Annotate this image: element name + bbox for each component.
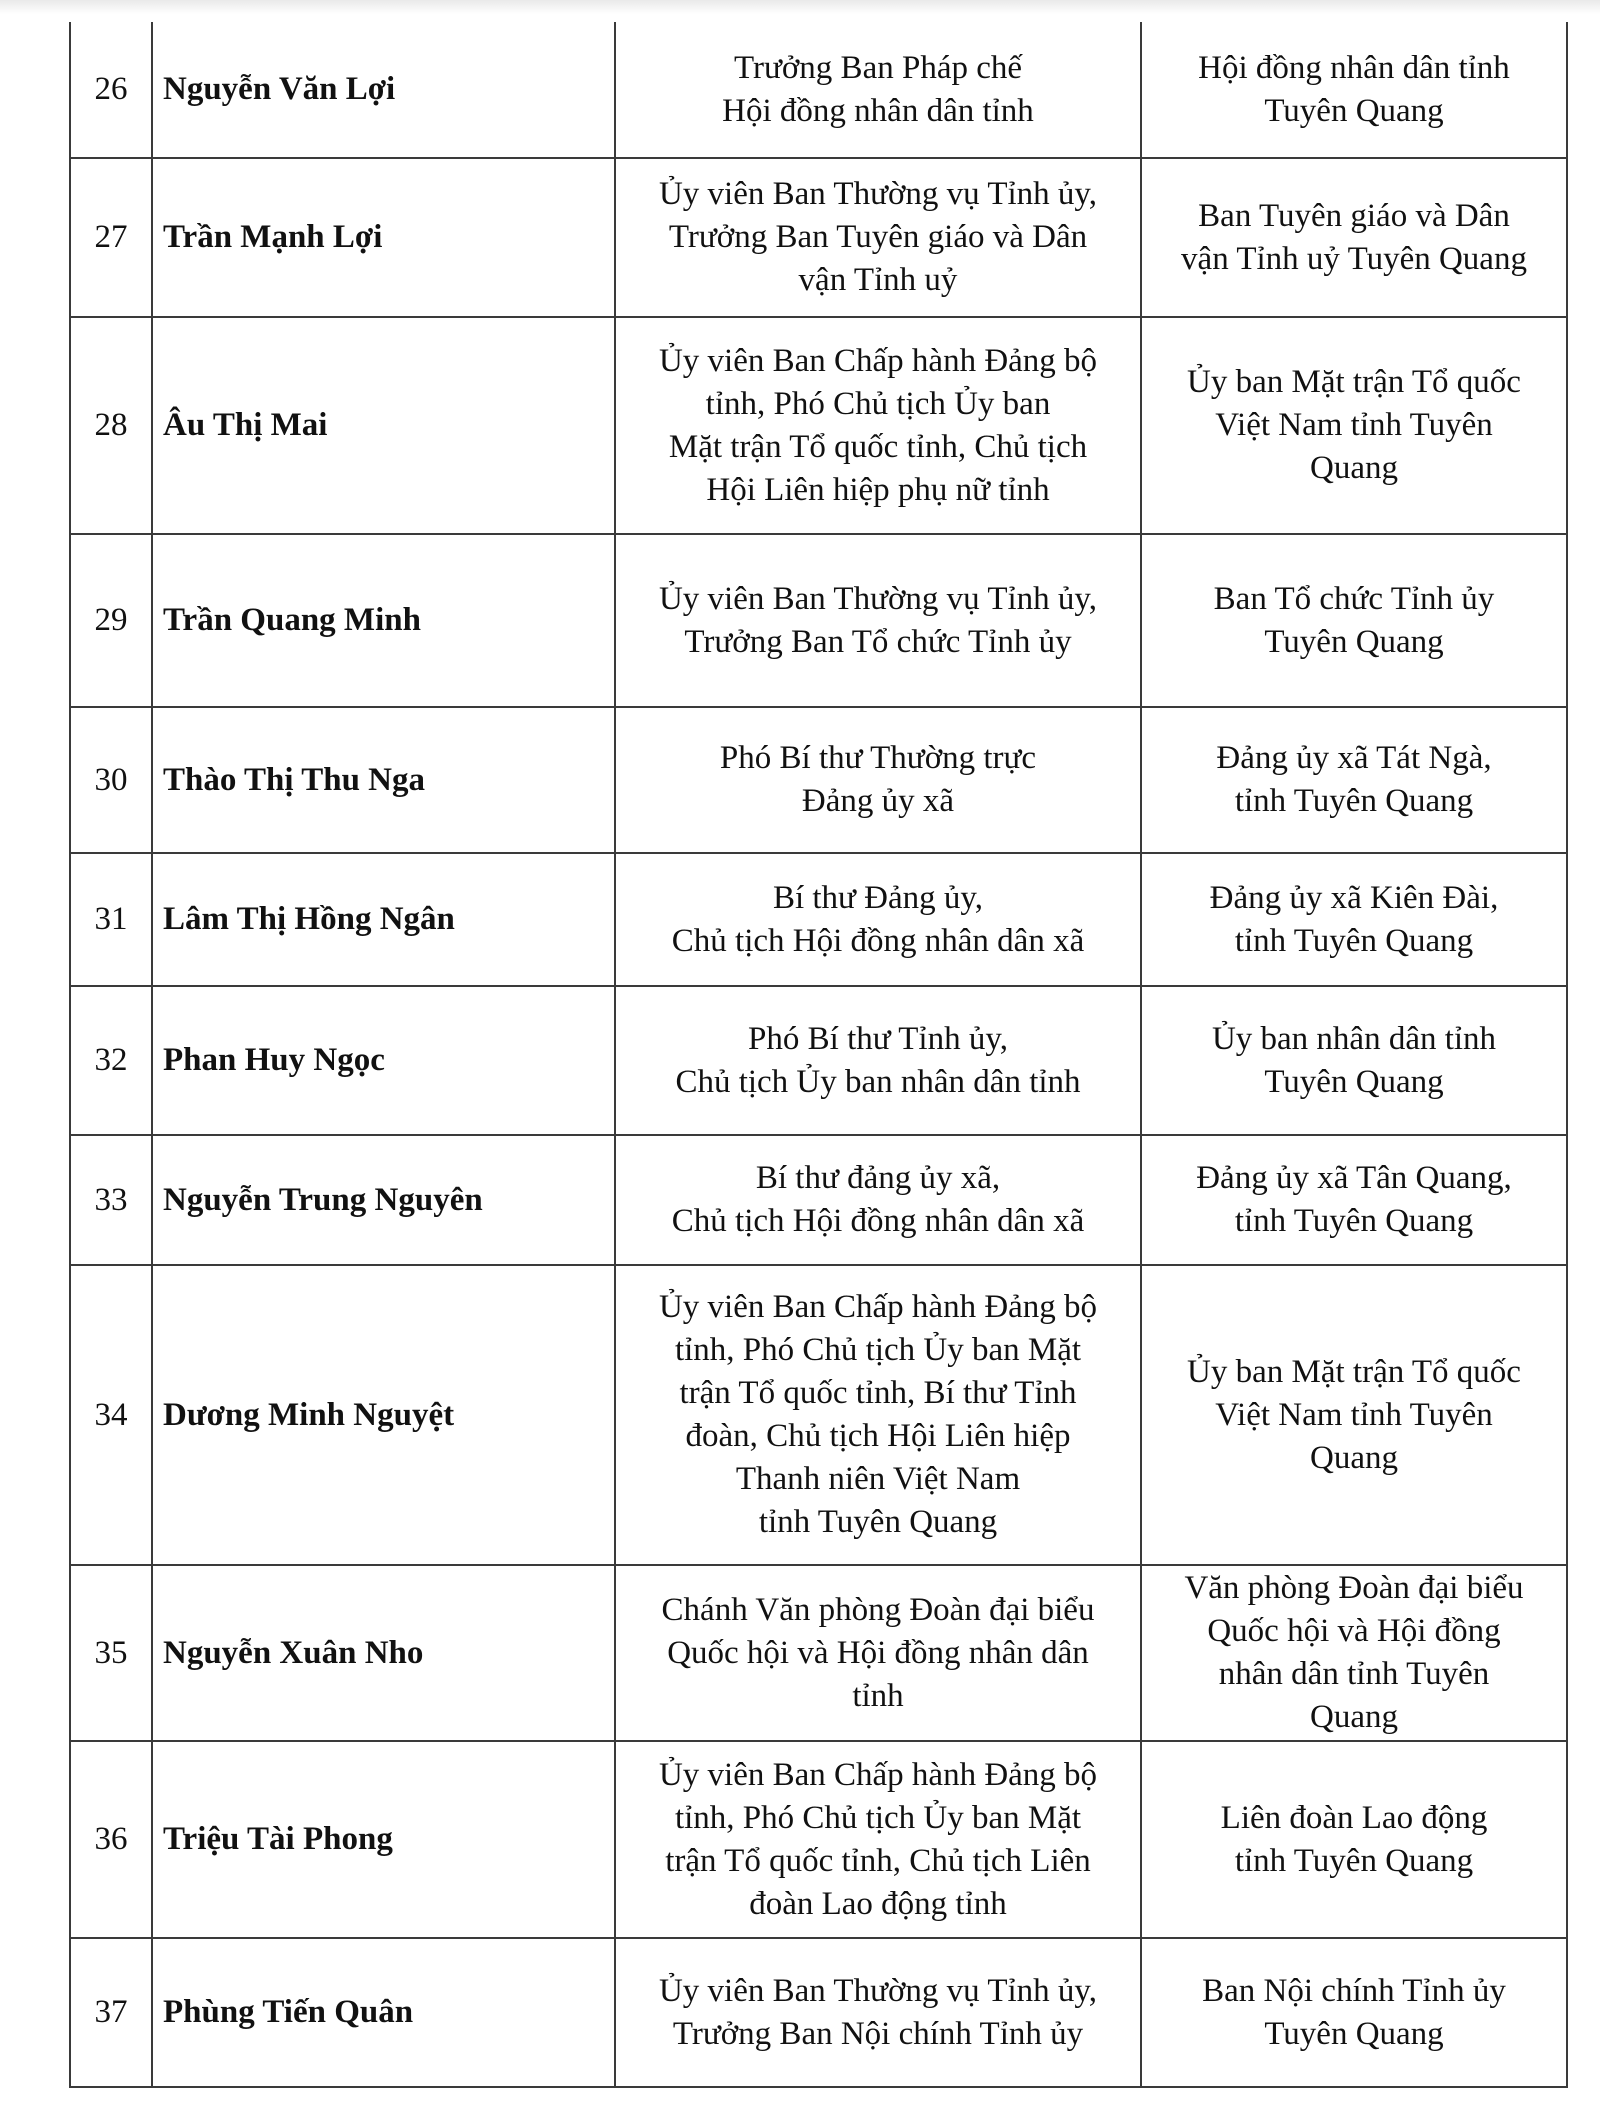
organization-line: Quang (1310, 450, 1398, 486)
row-number: 33 (70, 1135, 152, 1265)
position-cell (615, 1265, 1141, 1565)
row-number: 27 (70, 158, 152, 317)
table-row (70, 853, 1567, 986)
organization-line: Quang (1310, 1439, 1398, 1476)
position-line: tỉnh, Phó Chủ tịch Ủy ban (705, 385, 1051, 422)
table-row (70, 986, 1567, 1135)
organization-line: vận Tỉnh uỷ Tuyên Quang (1181, 240, 1527, 277)
row-number: 29 (70, 534, 152, 707)
candidate-name: Dương Minh Nguyệt (152, 1265, 615, 1565)
row-number: 32 (70, 986, 152, 1135)
position-line: Ủy viên Ban Chấp hành Đảng bộ (658, 1289, 1098, 1325)
organization-cell (1141, 853, 1567, 986)
organization-line: nhân dân tỉnh Tuyên (1218, 1656, 1490, 1692)
table-row (70, 317, 1567, 534)
position-line: Trưởng Ban Tổ chức Tỉnh ủy (684, 623, 1072, 660)
position-line: Mặt trận Tổ quốc tỉnh, Chủ tịch (668, 428, 1088, 465)
organization-line: Hội đồng nhân dân tỉnh (1198, 49, 1510, 86)
position-line: Ủy viên Ban Chấp hành Đảng bộ (658, 342, 1098, 379)
candidate-name: Lâm Thị Hồng Ngân (152, 853, 615, 986)
row-number: 31 (70, 853, 152, 986)
table-row (70, 1565, 1567, 1741)
table-row (70, 22, 1567, 158)
candidate-table-body (70, 22, 1567, 2087)
position-line: trận Tổ quốc tỉnh, Chủ tịch Liên (665, 1842, 1091, 1879)
organization-cell (1141, 22, 1567, 158)
organization-line: Đảng ủy xã Tát Ngà, (1216, 740, 1492, 776)
position-cell (615, 317, 1141, 534)
candidate-name: Phan Huy Ngọc (152, 986, 615, 1135)
position-line: Chủ tịch Ủy ban nhân dân tỉnh (675, 1063, 1081, 1100)
table-row (70, 534, 1567, 707)
position-line: tỉnh, Phó Chủ tịch Ủy ban Mặt (674, 1332, 1082, 1368)
organization-line: Đảng ủy xã Tân Quang, (1196, 1160, 1512, 1196)
position-cell (615, 853, 1141, 986)
position-cell (615, 707, 1141, 853)
row-number: 36 (70, 1741, 152, 1938)
candidate-name: Phùng Tiến Quân (152, 1938, 615, 2087)
candidate-name: Nguyễn Trung Nguyên (152, 1135, 615, 1265)
organization-line: tỉnh Tuyên Quang (1234, 922, 1474, 959)
table-row (70, 1938, 1567, 2087)
position-line: vận Tỉnh uỷ (798, 262, 958, 298)
position-line: tỉnh Tuyên Quang (758, 1504, 998, 1540)
position-cell (615, 534, 1141, 707)
position-line: tỉnh, Phó Chủ tịch Ủy ban Mặt (674, 1799, 1082, 1836)
position-cell (615, 1741, 1141, 1938)
page-top-shadow (0, 0, 1600, 14)
candidate-name: Trần Quang Minh (152, 534, 615, 707)
position-line: Quốc hội và Hội đồng nhân dân (667, 1634, 1089, 1671)
organization-line: Văn phòng Đoàn đại biểu (1184, 1570, 1524, 1606)
candidate-name: Triệu Tài Phong (152, 1741, 615, 1938)
row-number: 37 (70, 1938, 152, 2087)
position-cell (615, 22, 1141, 158)
organization-cell (1141, 986, 1567, 1135)
position-line: Ủy viên Ban Thường vụ Tỉnh ủy, (658, 580, 1098, 617)
position-line: Bí thư đảng ủy xã, (755, 1160, 1001, 1196)
row-number: 30 (70, 707, 152, 853)
candidate-name: Trần Mạnh Lợi (152, 158, 615, 317)
organization-line: Tuyên Quang (1264, 623, 1444, 660)
position-cell (615, 986, 1141, 1135)
position-line: Hội Liên hiệp phụ nữ tỉnh (706, 471, 1050, 508)
position-line: Phó Bí thư Thường trực (719, 740, 1037, 776)
organization-cell (1141, 158, 1567, 317)
organization-line: Ban Tổ chức Tỉnh ủy (1213, 580, 1495, 617)
candidate-name: Thào Thị Thu Nga (152, 707, 615, 853)
position-line: Chánh Văn phòng Đoàn đại biểu (661, 1591, 1095, 1628)
row-number: 26 (70, 22, 152, 158)
organization-line: tỉnh Tuyên Quang (1234, 1203, 1474, 1239)
position-line: Trưởng Ban Pháp chế (733, 49, 1023, 86)
organization-cell (1141, 707, 1567, 853)
table-row (70, 1135, 1567, 1265)
organization-line: Việt Nam tỉnh Tuyên (1215, 407, 1493, 443)
position-line: Trưởng Ban Nội chính Tỉnh ủy (672, 2015, 1084, 2052)
organization-line: Tuyên Quang (1264, 92, 1444, 129)
organization-line: Ủy ban Mặt trận Tổ quốc (1187, 364, 1521, 400)
organization-line: Liên đoàn Lao động (1220, 1799, 1488, 1836)
position-line: trận Tổ quốc tỉnh, Bí thư Tỉnh (679, 1375, 1077, 1411)
row-number: 34 (70, 1265, 152, 1565)
table-row (70, 1741, 1567, 1938)
organization-cell (1141, 317, 1567, 534)
organization-line: Ban Tuyên giáo và Dân (1198, 197, 1510, 234)
table-row (70, 158, 1567, 317)
organization-line: Quốc hội và Hội đồng (1207, 1613, 1501, 1649)
position-line: tỉnh (852, 1677, 904, 1714)
candidate-name: Nguyễn Xuân Nho (152, 1565, 615, 1741)
organization-line: Đảng ủy xã Kiên Đài, (1209, 879, 1499, 916)
table-row (70, 707, 1567, 853)
position-line: Trưởng Ban Tuyên giáo và Dân (668, 219, 1088, 255)
organization-cell (1141, 1565, 1567, 1741)
position-line: Chủ tịch Hội đồng nhân dân xã (671, 1203, 1085, 1239)
organization-line: Ủy ban nhân dân tỉnh (1211, 1020, 1497, 1057)
organization-line: Việt Nam tỉnh Tuyên (1215, 1396, 1493, 1433)
organization-line: Ủy ban Mặt trận Tổ quốc (1187, 1353, 1521, 1390)
candidate-name: Nguyễn Văn Lợi (152, 22, 615, 158)
candidate-name: Âu Thị Mai (152, 317, 615, 534)
organization-cell (1141, 1938, 1567, 2087)
position-line: Ủy viên Ban Thường vụ Tỉnh ủy, (658, 1972, 1098, 2009)
organization-line: Tuyên Quang (1264, 1063, 1444, 1100)
position-line: Đảng ủy xã (801, 783, 955, 819)
organization-line: Ban Nội chính Tỉnh ủy (1202, 1972, 1506, 2009)
row-number: 28 (70, 317, 152, 534)
organization-cell (1141, 1135, 1567, 1265)
organization-line: Tuyên Quang (1264, 2015, 1444, 2052)
position-cell (615, 1135, 1141, 1265)
position-line: Hội đồng nhân dân tỉnh (722, 92, 1034, 129)
position-line: Bí thư Đảng ủy, (772, 879, 984, 916)
organization-cell (1141, 534, 1567, 707)
organization-cell (1141, 1741, 1567, 1938)
position-line: Phó Bí thư Tỉnh ủy, (748, 1020, 1008, 1057)
position-line: Chủ tịch Hội đồng nhân dân xã (671, 922, 1085, 959)
position-line: đoàn Lao động tỉnh (749, 1885, 1007, 1922)
candidate-table (69, 22, 1568, 2088)
table-row (70, 1265, 1567, 1565)
position-cell (615, 1938, 1141, 2087)
position-line: Ủy viên Ban Chấp hành Đảng bộ (658, 1756, 1098, 1793)
position-line: đoàn, Chủ tịch Hội Liên hiệp (685, 1418, 1071, 1454)
organization-line: tỉnh Tuyên Quang (1234, 783, 1474, 819)
position-cell (615, 1565, 1141, 1741)
organization-line: Quang (1310, 1699, 1398, 1735)
position-line: Ủy viên Ban Thường vụ Tỉnh ủy, (658, 176, 1098, 212)
organization-line: tỉnh Tuyên Quang (1234, 1842, 1474, 1879)
position-line: Thanh niên Việt Nam (735, 1461, 1021, 1497)
organization-cell (1141, 1265, 1567, 1565)
row-number: 35 (70, 1565, 152, 1741)
position-cell (615, 158, 1141, 317)
